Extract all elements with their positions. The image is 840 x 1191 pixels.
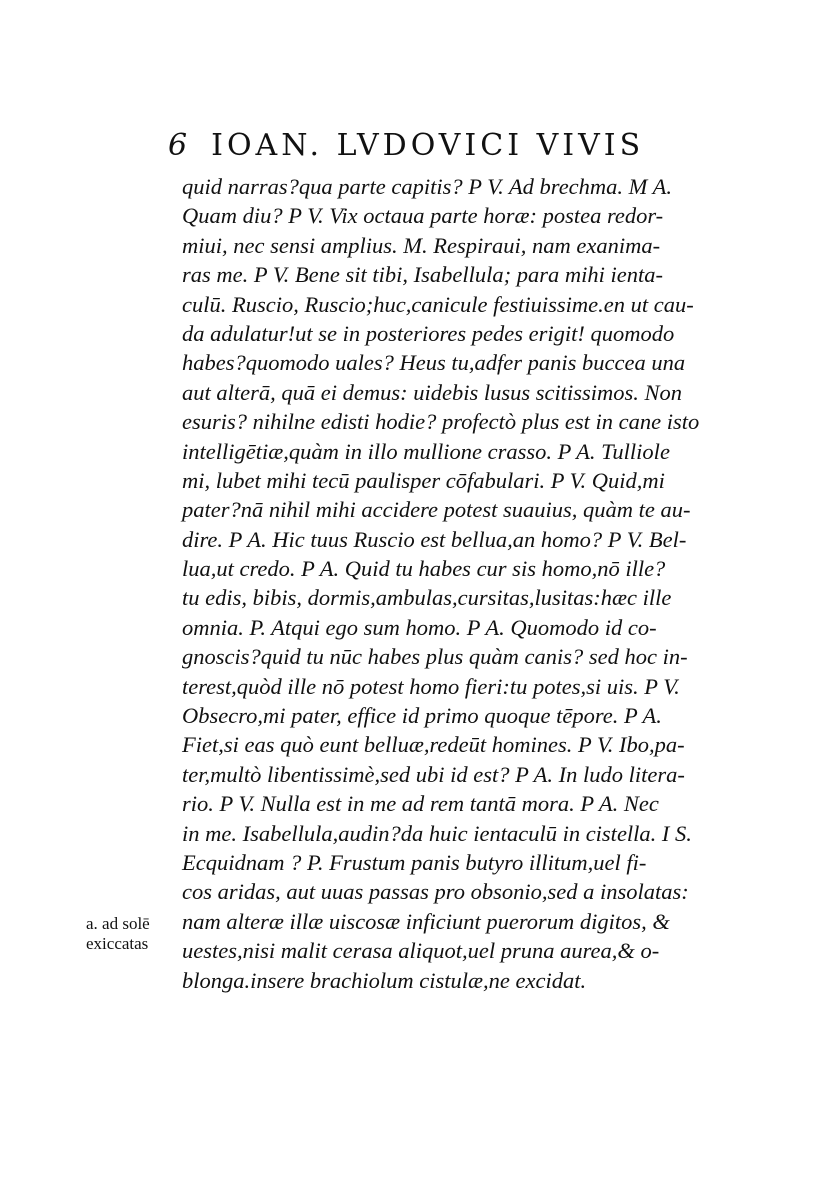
text-line: nam alteræ illæ uiscosæ inficiunt puerorum digitos, &: [182, 908, 670, 934]
text-line: lua,ut credo. P A. Quid tu habes cur sis homo,nō ille?: [182, 556, 666, 582]
margin-note: [86, 914, 150, 954]
text-line: pater?nā nihil mihi accidere potest suauius, quàm te au-: [182, 497, 691, 523]
page-header: [168, 128, 644, 163]
text-line: quid narras?qua parte capitis? P V. Ad brechma. M A.: [182, 174, 673, 199]
text-line: da adulatur!ut se in posteriores pedes erigit! quomodo: [182, 320, 675, 346]
text-line: culū. Ruscio, Ruscio;huc,canicule festiuissime.en ut cau-: [182, 291, 694, 317]
text-line: Obsecro,mi pater, effice id primo quoque tēpore. P A.: [182, 703, 662, 729]
text-line: omnia. P. Atqui ego sum homo. P A. Quomodo id co-: [182, 614, 657, 640]
text-line: Quam diu? P V. Vix octaua parte horæ: postea redor-: [182, 203, 664, 229]
text-line: terest,quòd ille nō potest homo fieri:tu potes,si uis. P V.: [182, 673, 680, 699]
text-line: rio. P V. Nulla est in me ad rem tantā mora. P A. Nec: [182, 791, 659, 817]
text-line: cos aridas, aut uuas passas pro obsonio,sed a insolatas:: [182, 879, 689, 905]
text-line: ter,multò libentissimè,sed ubi id est? P A. In ludo litera-: [182, 761, 685, 787]
text-line: Ecquidnam ? P. Frustum panis butyro illitum,uel fi-: [182, 849, 647, 875]
running-title: IOAN. LVDOVICI VIVIS: [211, 128, 645, 163]
text-line: intelligētiæ,quàm in illo mullione crasso. P A. Tulliole: [182, 438, 670, 464]
text-line: esuris? nihilne edisti hodie? profectò plus est in cane isto: [182, 409, 700, 435]
text-line: blonga.insere brachiolum cistulæ,ne excidat.: [182, 967, 587, 993]
text-line: gnoscis?quid tu nūc habes plus quàm canis? sed hoc in-: [182, 644, 688, 670]
text-line: ras me. P V. Bene sit tibi, Isabellula; para mihi ienta-: [182, 262, 664, 288]
margin-note-line: a. ad solē: [86, 914, 150, 933]
text-line: dire. P A. Hic tuus Ruscio est bellua,an homo? P V. Bel-: [182, 526, 687, 552]
page-number: 6: [168, 128, 190, 163]
text-line: mi, lubet mihi tecū paulisper cōfabulari. P V. Quid,mi: [182, 467, 665, 493]
text-line: miui, nec sensi amplius. M. Respiraui, nam exanima-: [182, 232, 661, 258]
text-line: aut alterā, quā ei demus: uidebis lusus scitissimos. Non: [182, 379, 682, 405]
margin-note-line: exiccatas: [86, 934, 149, 953]
text-line: tu edis, bibis, dormis,ambulas,cursitas,lusitas:hæc ille: [182, 585, 672, 611]
text-line: habes?quomodo uales? Heus tu,adfer panis buccea una: [182, 350, 686, 376]
body-text: [182, 172, 700, 995]
text-line: Fiet,si eas quò eunt belluæ,redeūt homines. P V. Ibo,pa-: [182, 732, 685, 758]
text-line: uestes,nisi malit cerasa aliquot,uel pruna aurea,& o-: [182, 938, 660, 964]
text-line: in me. Isabellula,audin?da huic ientaculū in cistella. I S.: [182, 820, 692, 846]
